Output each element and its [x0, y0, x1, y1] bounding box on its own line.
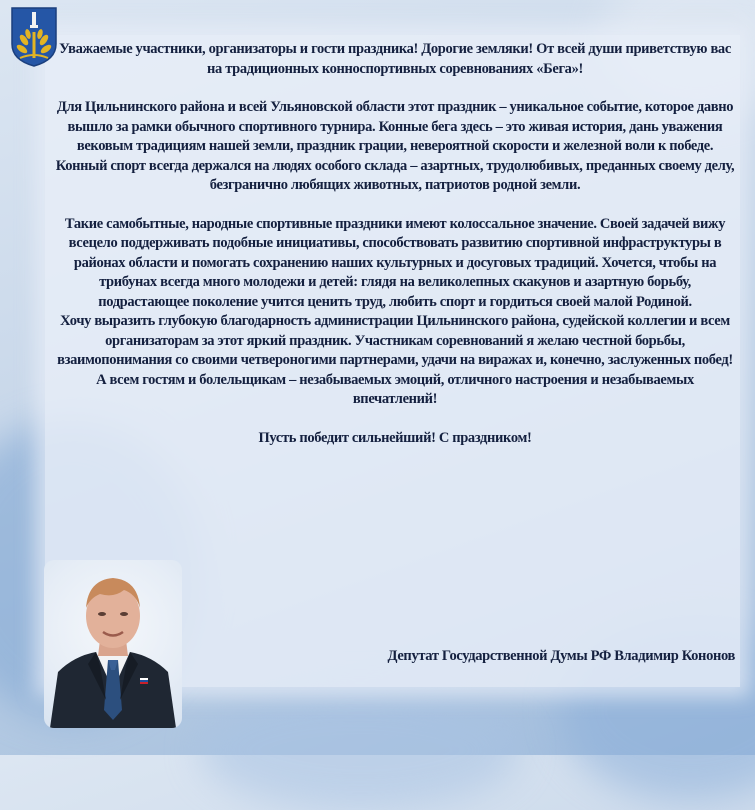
- greeting-paragraph: Уважаемые участники, организаторы и гости праздника! Дорогие земляки! От всей души приветствую вас на традиционных конноспортивных соревнованиях «Бега»!: [59, 41, 731, 77]
- paragraph-gratitude: Хочу выразить глубокую благодарность администрации Цильнинского района, судейской коллегии и всем организаторам за этот яркий праздник. Участникам соревнований я желаю честной борьбы, взаимопонимания со своими четвероногими партнерами, удачи на виражах и, конечно, заслуженных побед! А всем гостям и болельщикам – незабываемых эмоций, отличного настроения и незабываемых впечатлений!: [57, 313, 733, 407]
- portrait-photo: [44, 560, 182, 728]
- paragraph-region: Для Цильнинского района и всей Ульяновской области этот праздник – уникальное событие, которое давно вышло за рамки обычного спортивного турнира. Конные бега здесь – это живая история, дань уважения вековым традициям нашей земли, праздник грации, невероятной скорости и железной воли к победе. Конный спорт всегда держался на людях особого склада – азартных, трудолюбивых, преданных своему делу, безгранично любящих животных, патриотов родной земли.: [55, 99, 735, 193]
- portrait-illustration: [44, 560, 182, 728]
- background-decoration: [200, 690, 520, 810]
- paragraph-significance: Такие самобытные, народные спортивные праздники имеют колоссальное значение. Своей задачей вижу всецело поддерживать подобные инициативы, способствовать развитию спортивной инфраструктуры в районах области и помогать сохранению наших культурных и досуговых традиций. Хочется, чтобы на трибунах всегда много молодежи и детей: глядя на великолепных скакунов и азартную борьбу, подрастающее поколение учится ценить труд, любить спорт и гордиться своей малой Родиной.: [64, 215, 726, 310]
- coat-of-arms-icon: [10, 6, 58, 68]
- closing-wish: Пусть победит сильнейший! С праздником!: [258, 429, 532, 446]
- letter-body: [55, 40, 735, 448]
- signature: Депутат Государственной Думы РФ Владимир Кононов: [387, 648, 735, 664]
